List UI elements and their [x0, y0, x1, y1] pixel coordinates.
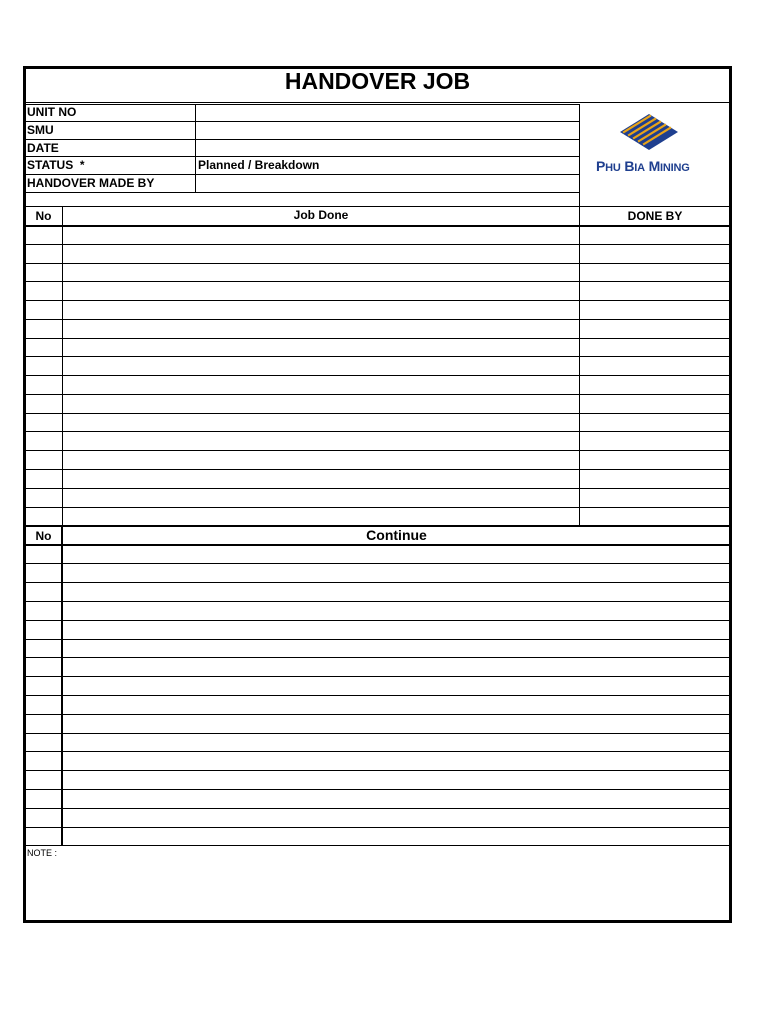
note-area[interactable]: [27, 860, 727, 918]
form-title: HANDOVER JOB: [284, 68, 471, 94]
continue-header-no: No: [35, 529, 52, 543]
logo-wordmark: PHU BIA MINING: [596, 158, 690, 174]
jobs-header-job-done: Job Done: [293, 208, 349, 222]
field-label-status: STATUS *: [27, 158, 85, 172]
field-label-date: DATE: [27, 141, 59, 155]
note-label: NOTE :: [27, 848, 58, 858]
form-inner-border: [25, 68, 730, 921]
continue-header-title: Continue: [366, 527, 427, 543]
title-divider: [25, 102, 730, 103]
field-label-handover-made-by: HANDOVER MADE BY: [27, 176, 155, 190]
jobs-header-done-by: DONE BY: [627, 209, 683, 223]
logo-mark-icon: [618, 110, 680, 152]
logo-bottom-divider: [25, 206, 730, 207]
field-label-smu: SMU: [27, 123, 54, 137]
jobs-header-no: No: [35, 209, 52, 223]
field-value-status[interactable]: Planned / Breakdown: [198, 158, 320, 172]
field-label-unit-no: UNIT NO: [27, 105, 77, 119]
